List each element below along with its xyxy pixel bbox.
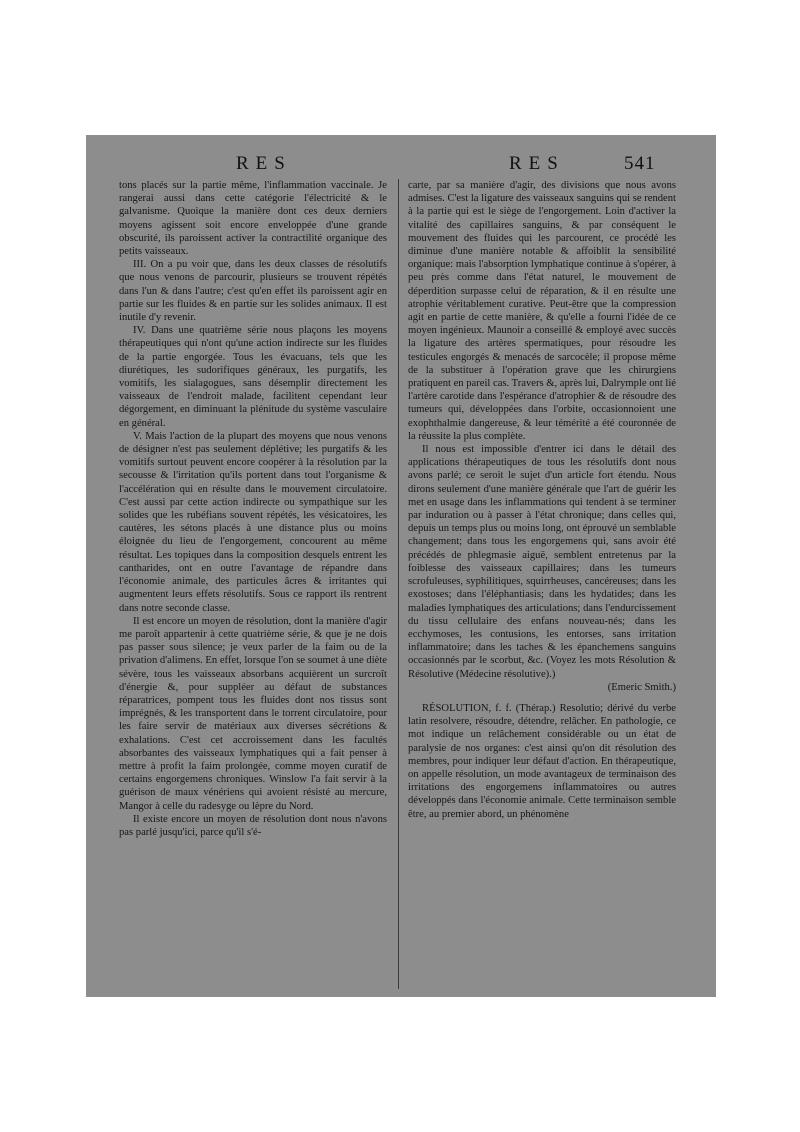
- paragraph: V. Mais l'action de la plupart des moyens que nous venons de désigner n'est pas seulement déplétive; les purgatifs & les vomitifs surtout peuvent encore coopérer à la résolution par la secousse & l'irritation qu'ils portent dans tout l'organisme & l'accélération qui en résulte dans le mouvement circulatoire. C'est aussi par cette action indirecte ou sympathique sur les solides que les rubéfians souvent répétés, les vésicatoires, les cautères, les sétons placés à une distance plus ou moins éloignée du lieu de l'engorgement, concourent au même résultat. Les topiques dans la composition desquels entrent les cantharides, ont en outre l'avantage de répandre dans l'économie animale, des particules âcres & irritantes qui augmentent leurs effets résolutifs. Sous ce rapport ils rentrent dans notre seconde classe.: [119, 430, 387, 614]
- dictionary-entry: RÉSOLUTION, f. f. (Thérap.) Resolutio; dérivé du verbe latin resolvere, résoudre, détendre, relâcher. En pathologie, ce mot indique un relâchement considérable ou un état de paralysie de nos organes: c'est ainsi qu'on dit résolution des membres, pour indiquer leur défaut d'action. En thérapeutique, on appelle résolution, un mode avantageux de terminaison des irritations des engorgemens inflammatoires ou autres développés dans l'économie animale. Cette terminaison semble être, au premier abord, un phénomène: [408, 702, 676, 820]
- paragraph: IV. Dans une quatrième série nous plaçons les moyens thérapeutiques qui n'ont qu'une action indirecte sur les fluides de la partie engorgée. Tous les évacuans, tels que les diurétiques, les sudorifiques généraux, les purgatifs, les vomitifs, les sialagogues, sans désemplir directement les vaisseaux de l'endroit malade, facilitent cependant leur dégorgement, en diminuant la plénitude du système vasculaire en général.: [119, 325, 387, 429]
- paragraph: tons placés sur la partie même, l'inflammation vaccinale. Je rangerai aussi dans cette catégorie l'électricité & le galvanisme. Quoique la manière dont ces deux derniers moyens agissent soit encore enveloppée d'une grande obscurité, ils paroissent activer la contractilité organique des petits vaisseaux.: [119, 180, 387, 258]
- author-signature: (Emeric Smith.): [607, 681, 676, 693]
- paragraph: carte, par sa manière d'agir, des divisions que nous avons admises. C'est la ligature des vaisseaux sanguins qui se rendent à la partie qui est le siège de l'engorgement. Loin d'activer la vitalité des capillaires sanguins, & par conséquent le mouvement des fluides qui les parcourent, ce procédé les diminue d'une manière notable & affoiblit la sensibilité organique: mais l'absorption lymphatique continue à s'opérer, à peu près comme dans l'état naturel, le mouvement de déperdition surpasse celui de réparation, & il en résulte une atrophie véritablement curative. Peut-être que la compression agit en partie de cette manière, & qu'elle a fourni l'idée de ce moyen ingénieux. Maunoir a conseillé & employé avec succès la ligature des artères spermatiques, pour résoudre les testicules engorgés & menacés de sarcocèle; il propose même de la substituer à l'opération grave que les chirurgiens pratiquent en pareil cas. Travers &, après lui, Dalrymple ont lié l'artère carotide dans l'espérance d'atrophier & de résoudre des tumeurs qui, développées dans l'orbite, occasionnoient une exophthalmie dangereuse, & leur témérité a été couronnée de la réussite la plus complète.: [408, 180, 677, 442]
- page-number: 541: [624, 153, 656, 174]
- paragraph: Il existe encore un moyen de résolution dont nous n'avons pas parlé jusqu'ici, parce qu'il s'é-: [119, 813, 387, 838]
- paragraph: Il nous est impossible d'entrer ici dans le détail des applications thérapeutiques de tous les résolutifs dont nous avons parlé; ce seroit le sujet d'un article fort étendu. Nous dirons seulement d'une manière générale que l'art de guérir les met en usage dans les inflammations qui tendent à se terminer par induration ou à passer à l'état chronique; dans celles qui, depuis un temps plus ou moins long, ont éprouvé un semblable changement; dans tous les engorgemens qui, sans avoir été précédés de phlegmasie aiguë, semblent entretenus par la foiblesse des vaisseaux capillaires; dans les tumeurs scrofuleuses, syphilitiques, squirrheuses, cancéreuses; dans les exostoses; dans l'éléphantiasis; dans les hydatides; dans les maladies lymphatiques des articulations; dans l'endurcissement du tissu cellulaire des enfans nouveau-nés; dans les ecchymoses, les contusions, les entorses, sans irritation inflammatoire; dans les taches & les épanchemens sanguins occasionnés par le scorbut, &c. (Voyez les mots Résolution & Résolutive (Médecine résolutive).): [408, 444, 676, 680]
- paragraph: Il est encore un moyen de résolution, dont la manière d'agir me paroît appartenir à cette quatrième série, & que je ne dois pas passer sous silence; je veux parler de la faim ou de la privation d'alimens. En effet, lorsque l'on se soumet à une diète sévère, tous les vaisseaux absorbans acquièrent un surcroît d'énergie &, pour suppléer au défaut de substances réparatrices, pompent tous les fluides dont nos tissus sont imprégnés, & les transportent dans le torrent circulatoire, pour les faire servir de matériaux aux diverses sécrétions & exhalations. C'est cet accroissement dans les facultés absorbantes des vaisseaux lymphatiques qui a fait penser à mettre à profit la faim prolongée, comme moyen curatif de certains engorgemens chroniques. Winslow l'a fait servir à la guérison de maux vénériens qui avoient résisté au mercure, Mangor à celle du radesyge ou lèpre du Nord.: [119, 615, 387, 812]
- running-head-left: RES: [236, 153, 292, 174]
- left-column: [119, 179, 387, 839]
- book-page: [86, 135, 716, 997]
- running-head-right: RES: [509, 153, 565, 174]
- column-divider: [398, 179, 399, 989]
- right-column: [408, 179, 676, 821]
- paragraph: III. On a pu voir que, dans les deux classes de résolutifs que nous venons de parcourir, plusieurs se trouvent répétés dans l'un & dans l'autre; c'est qu'en effet ils paroissent agir en partie sur les fluides & en partie sur les solides animaux. Il est inutile d'y revenir.: [119, 259, 387, 324]
